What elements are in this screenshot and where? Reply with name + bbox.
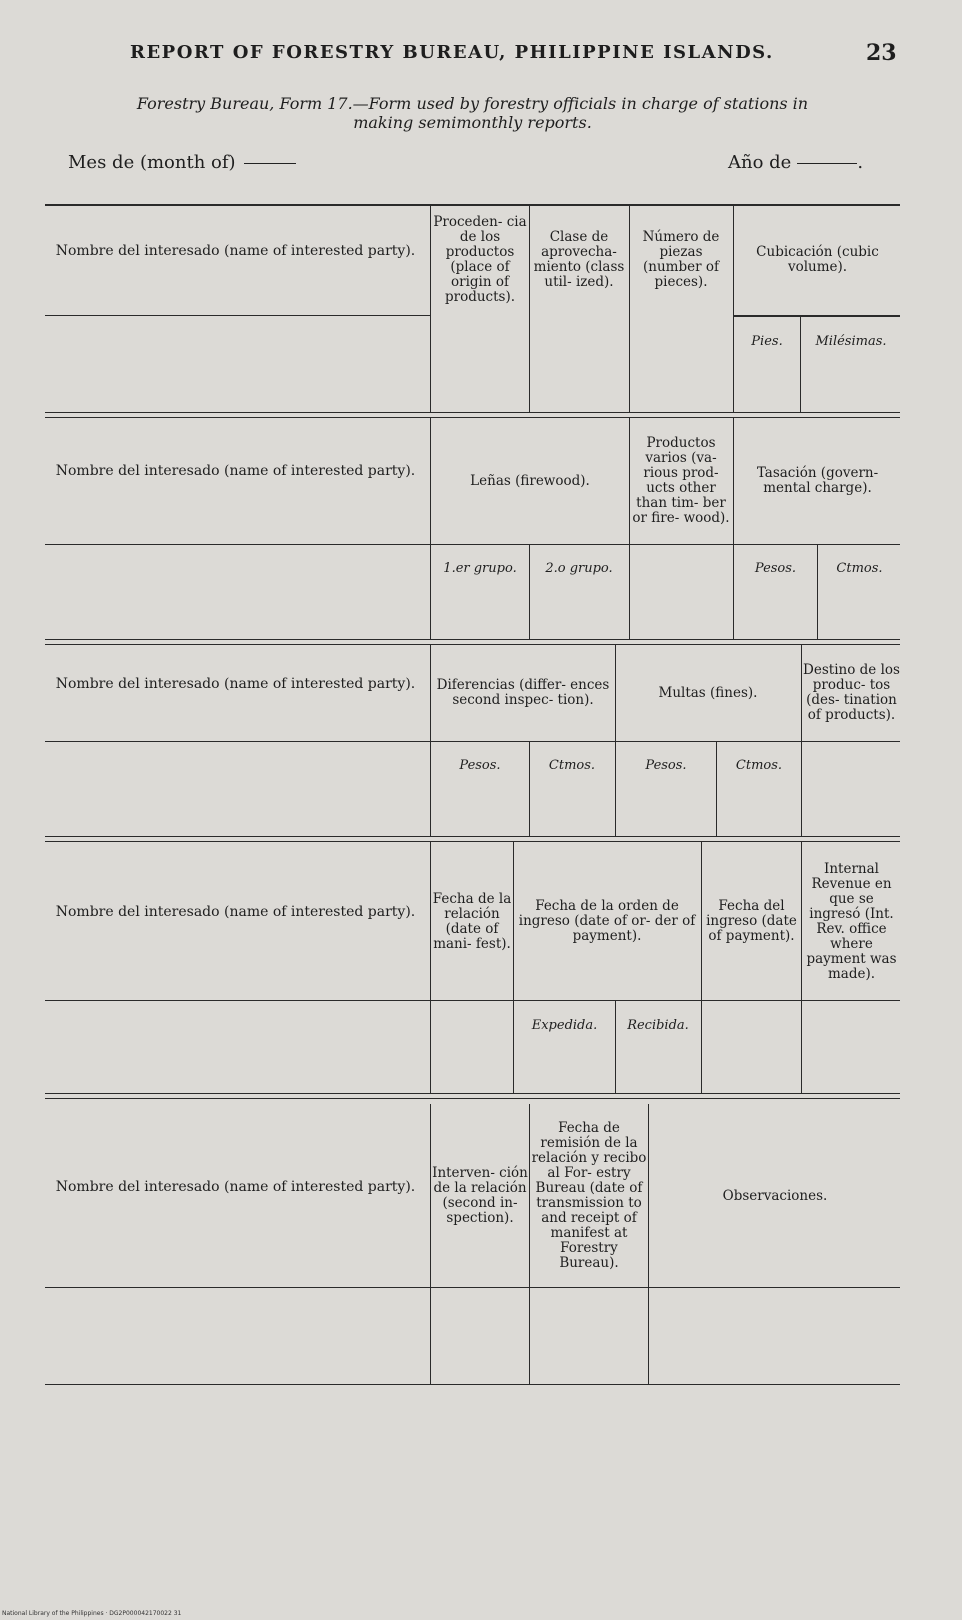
table5-col-rule (529, 1104, 530, 1384)
month-blank (244, 163, 296, 164)
table2-grupo1-header: 1.er grupo. (443, 561, 517, 576)
caption-line-2: making semimonthly reports. (353, 113, 592, 132)
table4-fecha-orden-header: Fecha de la orden de ingreso (date of or- der of payment). (518, 898, 696, 944)
table1-col-rule (800, 315, 801, 412)
table2-col-rule (733, 417, 734, 639)
table2-col-rule (430, 417, 431, 639)
table3-pesos-1-header: Pesos. (459, 758, 501, 773)
table3-col-rule (716, 741, 717, 836)
table3-diferencias-header: Diferencias (differ- ences second inspec- tion). (436, 677, 610, 708)
year-blank (797, 163, 857, 164)
table5-name-header: Nombre del interesado (name of interested party). (55, 1179, 416, 1195)
table2-header-rule (45, 544, 900, 545)
table1-numero-header: Número de piezas (number of pieces). (642, 229, 720, 290)
table2-grupo2-header: 2.o grupo. (545, 561, 613, 576)
table5-intervencion-header: Interven- ción de la relación (second in- spection). (432, 1165, 528, 1226)
month-label: Mes de (month of) (68, 152, 236, 173)
month-field (68, 152, 296, 173)
table2-col-rule (529, 544, 530, 639)
table1-clase-header: Clase de aprovecha- miento (class util- ized). (533, 229, 625, 290)
table3-bottom-rule-2 (45, 841, 900, 842)
table4-header-rule (45, 1000, 900, 1001)
year-label: Año de (728, 152, 792, 173)
table1-col-rule (529, 204, 530, 412)
table5-fecha-remision-header: Fecha de remisión de la relación y recibo al For- estry Bureau (date of transmission to and receipt of manifest at Forestry Bureau). (531, 1120, 647, 1271)
table5-col-rule (430, 1104, 431, 1384)
table3-ctmos-2-header: Ctmos. (735, 758, 783, 773)
table4-name-header: Nombre del interesado (name of interested party). (55, 904, 416, 920)
table1-col-rule (430, 204, 431, 412)
table3-pesos-2-header: Pesos. (645, 758, 687, 773)
table5-col-rule (648, 1104, 649, 1384)
table1-procedencia-header: Proceden- cia de los productos (place of origin of products). (433, 214, 527, 305)
table2-col-rule (817, 544, 818, 639)
table1-top-rule (45, 204, 900, 206)
table4-bottom-rule-2 (45, 1098, 900, 1099)
table4-expedida-header: Expedida. (531, 1018, 598, 1033)
table3-col-rule (529, 741, 530, 836)
table3-name-header: Nombre del interesado (name of interested party). (55, 676, 416, 692)
table1-name-header: Nombre del interesado (name of interested party). (55, 243, 416, 259)
table2-bottom-rule (45, 639, 900, 640)
table4-internal-revenue-header: Internal Revenue en que se ingresó (Int. Rev. office where payment was made). (806, 860, 897, 982)
table3-col-rule (430, 644, 431, 836)
table4-col-rule (513, 841, 514, 1093)
table2-col-rule (629, 417, 630, 639)
table4-col-rule (801, 841, 802, 1093)
table1-cubicacion-header: Cubicación (cubic volume). (756, 244, 879, 275)
table5-observaciones-header: Observaciones. (722, 1187, 828, 1204)
table2-pesos-header: Pesos. (754, 561, 797, 576)
table5-bottom-rule (45, 1384, 900, 1385)
running-head: REPORT OF FORESTRY BUREAU, PHILIPPINE ISLANDS. (130, 42, 774, 63)
table3-bottom-rule (45, 836, 900, 837)
archive-footer: National Library of the Philippines · DG2P000042170022 31 (2, 1610, 182, 1617)
table2-name-header: Nombre del interesado (name of interested party). (55, 463, 416, 479)
table3-multas-header: Multas (fines). (658, 684, 758, 701)
table1-milesimas-header: Milésimas. (815, 334, 887, 349)
table3-ctmos-1-header: Ctmos. (548, 758, 596, 773)
table1-sub-rule (733, 315, 900, 317)
table3-col-rule (615, 644, 616, 836)
table1-bottom-rule (45, 412, 900, 413)
table4-fecha-relacion-header: Fecha de la relación (date of mani- fest). (432, 890, 512, 952)
table1-header-rule (45, 315, 430, 316)
table3-header-rule (45, 741, 900, 742)
table1-col-rule (733, 204, 734, 412)
table3-destino-header: Destino de los produc- tos (des- tination of products). (803, 662, 900, 723)
table2-tasacion-header: Tasación (govern- mental charge). (756, 465, 879, 496)
table1-col-rule (629, 204, 630, 412)
form-caption (45, 94, 900, 132)
table5-header-rule (45, 1287, 900, 1288)
year-field: Año de . (728, 152, 864, 173)
table4-col-rule (615, 1000, 616, 1093)
table4-col-rule (430, 841, 431, 1093)
table2-ctmos-header: Ctmos. (836, 561, 883, 576)
table1-bottom-rule-2 (45, 417, 900, 418)
table1-pies-header: Pies. (751, 334, 783, 349)
table4-col-rule (701, 841, 702, 1093)
table4-recibida-header: Recibida. (627, 1018, 689, 1033)
table4-fecha-ingreso-header: Fecha del ingreso (date of payment). (706, 898, 797, 944)
page-number: 23 (866, 40, 897, 66)
table2-lenas-header: Leñas (firewood). (470, 472, 590, 489)
table4-bottom-rule (45, 1093, 900, 1094)
table2-bottom-rule-2 (45, 644, 900, 645)
table2-productos-header: Productos varios (va- rious prod- ucts other than tim- ber or fire- wood). (632, 435, 730, 526)
table3-col-rule (801, 644, 802, 836)
caption-line-1: Forestry Bureau, Form 17.—Form used by forestry officials in charge of stations in (136, 94, 809, 113)
